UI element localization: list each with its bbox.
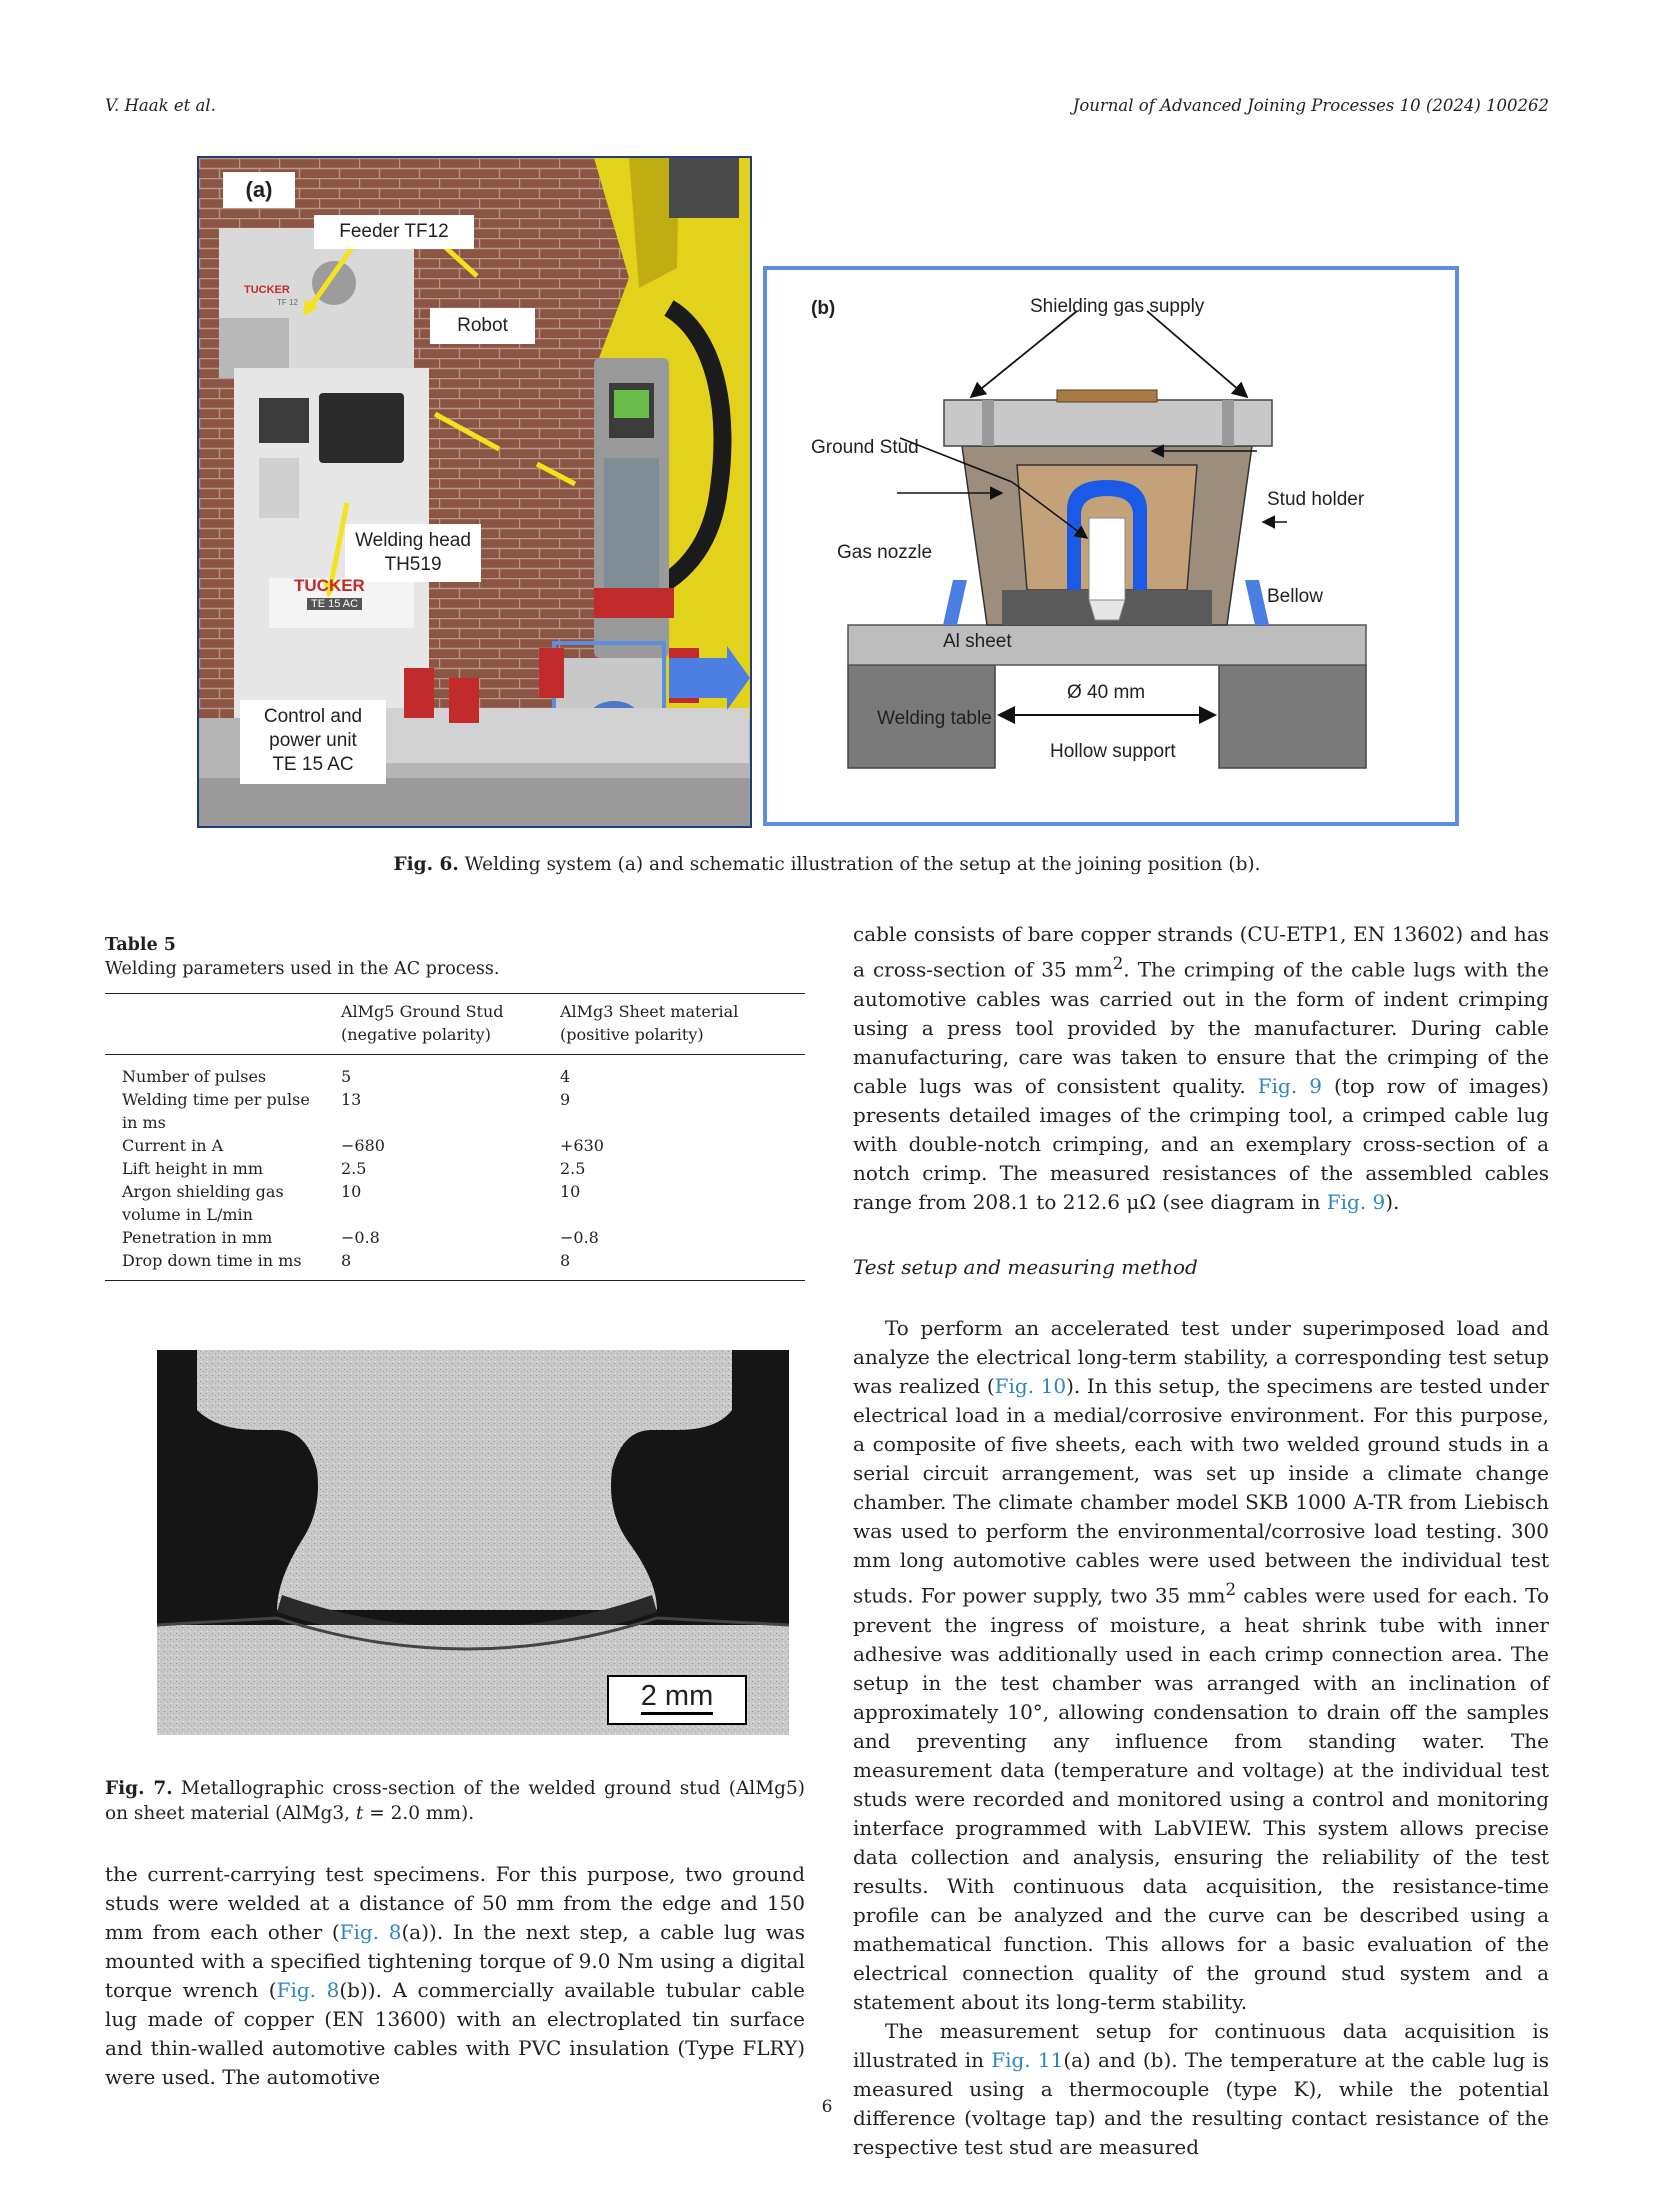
label-gas-nozzle: Gas nozzle [837, 542, 933, 563]
table-row [105, 1157, 805, 1180]
label-stud-holder: Stud holder [1267, 489, 1365, 510]
label-feeder: Feeder TF12 [314, 215, 474, 249]
label-control-line3: TE 15 AC [272, 754, 354, 775]
brand-feeder-model: TF 12 [277, 298, 298, 307]
brand-control-model: TE 15 AC [307, 598, 362, 610]
row-parameter: Lift height in mm [122, 1159, 263, 1178]
row-sheet-value: 8 [560, 1251, 571, 1270]
right-column-text-2 [853, 1314, 1549, 2162]
scale-bar [607, 1675, 747, 1725]
row-parameter: Argon shielding gas volume in L/min [122, 1182, 284, 1224]
table-row [105, 1226, 805, 1249]
figure-7-caption-text-end: = 2.0 mm). [363, 1803, 475, 1824]
superscript: 2 [1112, 954, 1124, 973]
paragraph [853, 1314, 1549, 2017]
figure-7-caption-label: Fig. 7. [105, 1778, 173, 1799]
panel-label-b: (b) [811, 298, 836, 319]
label-welding-head [345, 524, 481, 582]
running-header-authors: V. Haak et al. [105, 96, 216, 115]
fig8-link[interactable]: Fig. 8 [339, 1920, 402, 1944]
table-5-heading [105, 935, 805, 979]
left-column-text [105, 1860, 805, 2092]
paragraph [105, 1860, 805, 2092]
figure-7-caption-var: t [355, 1803, 364, 1824]
table-5-label: Table 5 [105, 935, 176, 955]
label-ground-stud: Ground Stud [811, 437, 919, 458]
fig9-link[interactable]: Fig. 9 [1326, 1189, 1386, 1214]
label-robot: Robot [430, 308, 535, 344]
label-welding-head-line1: Welding head [355, 530, 471, 551]
figure-6a-photo [197, 156, 752, 828]
text-run: cable consists of bare copper strands (CU-ETP1, EN 13602) and has a cross-section of 35 mm [853, 922, 1549, 982]
label-welding-table: Welding table [877, 708, 992, 729]
row-sheet-value: 4 [560, 1067, 571, 1086]
welding-parameters-table [105, 993, 805, 1281]
brand-tucker-feeder: TUCKER [244, 284, 290, 296]
row-sheet-value: +630 [560, 1136, 604, 1155]
row-stud-value: 8 [341, 1251, 352, 1270]
fig11-link[interactable]: Fig. 11 [991, 2047, 1064, 2072]
row-stud-value: 13 [341, 1090, 362, 1109]
label-bellow: Bellow [1267, 586, 1323, 607]
label-shielding-gas: Shielding gas supply [1030, 296, 1205, 317]
running-header-journal: Journal of Advanced Joining Processes 10 (2024) 100262 [1072, 96, 1549, 115]
text-run: The measurement setup for continuous data acquisition is illustrated in [853, 2018, 1549, 2072]
row-sheet-value: 2.5 [560, 1159, 586, 1178]
row-stud-value: 10 [341, 1182, 362, 1201]
header-stud-line1: AlMg5 Ground Stud [341, 1002, 504, 1021]
section-heading: Test setup and measuring method [853, 1255, 1198, 1279]
fig8-link[interactable]: Fig. 8 [276, 1978, 340, 2002]
row-parameter: Current in A [122, 1136, 224, 1155]
header-sheet-line1: AlMg3 Sheet material [560, 1002, 739, 1021]
table-header-stud [341, 994, 560, 1055]
brand-tucker-control: TUCKER [294, 576, 365, 595]
row-parameter: Penetration in mm [122, 1228, 273, 1247]
fig9-link[interactable]: Fig. 9 [1257, 1073, 1322, 1098]
row-stud-value: −680 [341, 1136, 385, 1155]
text-run: ). In this setup, the specimens are tested under electrical load in a medial/corrosive environment. For this purpose, a composite of five sheets, each with two welded ground studs in a serial circuit arrangement, was set up inside a climate change chamber. The climate chamber model SKB 1000 A-TR from Liebisch was used to perform the environmental/corrosive load testing. 300 mm long automotive cables were used between the individual test studs. For power supply, two 35 mm [853, 1374, 1549, 1608]
label-control-line2: power unit [269, 730, 357, 751]
figure-6-caption [0, 854, 1654, 875]
table-5-title: Welding parameters used in the AC process. [105, 959, 500, 979]
page-number: 6 [821, 2097, 833, 2117]
table-header-sheet [560, 994, 805, 1055]
row-parameter: Welding time per pulse in ms [122, 1090, 310, 1132]
panel-label-a: (a) [223, 172, 295, 208]
label-hollow-support: Hollow support [1050, 741, 1176, 762]
superscript: 2 [1225, 1580, 1237, 1599]
figure-6b-schematic [763, 266, 1459, 826]
header-stud-line2: (negative polarity) [341, 1025, 491, 1044]
table-row [105, 1055, 805, 1089]
paragraph [853, 2017, 1549, 2162]
label-diameter: Ø 40 mm [1067, 682, 1146, 703]
figure-7-caption-text: Metallographic cross-section of the welded ground stud (AlMg5) on sheet material (AlMg3, [105, 1778, 805, 1824]
row-sheet-value: 10 [560, 1182, 581, 1201]
text-run: . The crimping of the cable lugs with the automotive cables was carried out in the form of indent crimping using a press tool provided by the manufacturer. During cable manufacturing, care was taken to ensure that the crimping of the cable lugs was of consistent quality. [853, 957, 1549, 1098]
label-control-unit [240, 700, 386, 784]
row-parameter: Drop down time in ms [122, 1251, 302, 1270]
label-welding-head-line2: TH519 [384, 554, 442, 575]
right-column-text [853, 920, 1549, 1217]
text-run: ). [1385, 1189, 1400, 1214]
table-header-empty [105, 994, 341, 1055]
text-run: To perform an accelerated test under superimposed load and analyze the electrical long-term stability, a corresponding test setup was realized ( [853, 1316, 1549, 1398]
scale-bar-label: 2 mm [641, 1680, 714, 1715]
label-al-sheet: Al sheet [943, 631, 1012, 652]
text-run: cables were used for each. To prevent the ingress of moisture, a heat shrink tube with inner adhesive was additionally used in each crimp connection area. The setup in the test chamber was arranged with an inclination of approximately 10°, allowing condensation to drain off the samples and preventing any influence from standing water. The measurement data (temperature and voltage) at the individual test studs were recorded and monitored using a control and monitoring interface programmed with LabVIEW. This system allows precise data collection and analysis, ensuring the reliability of the test results. With continuous data acquisition, the resistance-time profile can be analyzed and the curve can be described using a mathematical function. This allows for a basic evaluation of the electrical connection quality of the ground stud system and a statement about its long-term stability. [853, 1583, 1550, 2014]
label-control-line1: Control and [263, 706, 363, 727]
table-row [105, 1180, 805, 1226]
table-header-row [105, 994, 805, 1055]
figure-6-caption-label: Fig. 6. [393, 854, 459, 875]
row-stud-value: 5 [341, 1067, 352, 1086]
text-run: (top row of images) presents detailed images of the crimping tool, a crimped cable lug with double-notch crimping, and an exemplary cross-section of a notch crimp. The measured resistances of the assembled cables range from 208.1 to 212.6 μΩ (see diagram in [853, 1073, 1549, 1214]
text-run: (a) and (b). The temperature at the cable lug is measured using a thermocouple (type K), while the potential difference (voltage tap) and the resulting contact resistance of the respective test stud are measured [853, 2047, 1549, 2159]
fig10-link[interactable]: Fig. 10 [994, 1374, 1067, 1398]
figure-7-caption [105, 1776, 805, 1826]
table-row [105, 1249, 805, 1281]
text-run: (b)). A commercially available tubular cable lug made of copper (EN 13600) with an electroplated tin surface and thin-walled automotive cables with PVC insulation (Type FLRY) were used. The automotive [105, 1978, 806, 2089]
row-stud-value: −0.8 [341, 1228, 380, 1247]
text-run: (a)). In the next step, a cable lug was mounted with a specified tightening torque of 9.0 Nm using a digital torque wrench ( [105, 1920, 805, 2002]
row-sheet-value: −0.8 [560, 1228, 599, 1247]
row-sheet-value: 9 [560, 1090, 571, 1109]
figure-6-caption-text: Welding system (a) and schematic illustration of the setup at the joining position (b). [464, 854, 1261, 875]
row-stud-value: 2.5 [341, 1159, 367, 1178]
table-row [105, 1134, 805, 1157]
table-row [105, 1088, 805, 1134]
header-sheet-line2: (positive polarity) [560, 1025, 704, 1044]
figure-7-micrograph [157, 1350, 789, 1735]
paragraph [853, 920, 1549, 1217]
row-parameter: Number of pulses [122, 1067, 267, 1086]
text-run: the current-carrying test specimens. For this purpose, two ground studs were welded at a distance of 50 mm from the edge and 150 mm from each other ( [105, 1862, 805, 1944]
